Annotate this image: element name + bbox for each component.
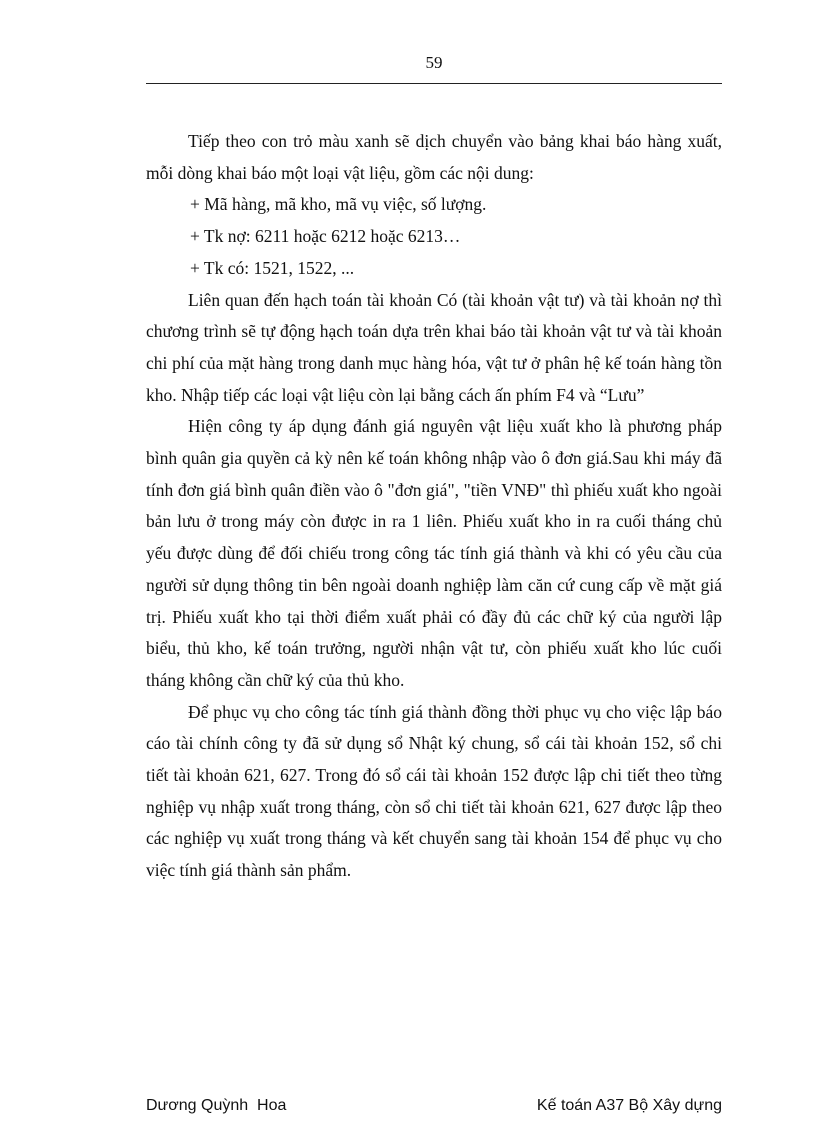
bullet-item-1: + Mã hàng, mã kho, mã vụ việc, số lượng. bbox=[190, 194, 487, 215]
header-rule bbox=[146, 83, 722, 84]
paragraph-4: Để phục vụ cho công tác tính giá thành đồng thời phục vụ cho việc lập báo cáo tài chính công ty đã sử dụng sổ Nhật ký chung, sổ cái tài khoản 152, sổ chi tiết tài khoản 621, 627. Trong đó sổ cái tài khoản 152 được lập chi tiết theo từng nghiệp vụ nhập xuất trong tháng, còn sổ chi tiết tài khoản 621, 627 được lập theo các nghiệp vụ xuất trong tháng và kết chuyển sang tài khoản 154 để phục vụ cho việc tính giá thành sản phẩm. bbox=[146, 701, 722, 881]
bullet-item-2: + Tk nợ: 6211 hoặc 6212 hoặc 6213… bbox=[190, 226, 461, 247]
document-body bbox=[146, 126, 722, 887]
bullet-item-3: + Tk có: 1521, 1522, ... bbox=[190, 257, 355, 278]
paragraph-3: Hiện công ty áp dụng đánh giá nguyên vật liệu xuất kho là phương pháp bình quân gia quyền cả kỳ nên kế toán không nhập vào ô đơn giá.Sau khi máy đã tính đơn giá bình quân điền vào ô "đơn giá", "tiền VNĐ" thì phiếu xuất kho ngoài bản lưu ở trong máy còn được in ra 1 liên. Phiếu xuất kho in ra cuối tháng chủ yếu được dùng để đối chiếu trong công tác tính giá thành và khi có yêu cầu của người sử dụng thông tin bên ngoài doanh nghiệp làm căn cứ cung cấp về mặt giá trị. Phiếu xuất kho tại thời điểm xuất phải có đầy đủ các chữ ký của người lập biểu, thủ kho, kế toán trưởng, người nhận vật tư, còn phiếu xuất kho lúc cuối tháng không cần chữ ký của thủ kho. bbox=[146, 416, 722, 690]
page-footer bbox=[146, 1097, 722, 1115]
footer-author: Dương Quỳnh Hoa bbox=[146, 1097, 287, 1114]
footer-class: Kế toán A37 Bộ Xây dựng bbox=[536, 1097, 722, 1114]
paragraph-1: Tiếp theo con trỏ màu xanh sẽ dịch chuyển vào bảng khai báo hàng xuất, mỗi dòng khai báo một loại vật liệu, gồm các nội dung: bbox=[146, 131, 722, 183]
page-number: 59 bbox=[425, 53, 443, 72]
paragraph-2: Liên quan đến hạch toán tài khoản Có (tài khoản vật tư) và tài khoản nợ thì chương trình sẽ tự động hạch toán dựa trên khai báo tài khoản vật tư và tài khoản chi phí của mặt hàng trong danh mục hàng hóa, vật tư ở phân hệ kế toán hàng tồn kho. Nhập tiếp các loại vật liệu còn lại bằng cách ấn phím F4 và “Lưu” bbox=[146, 289, 722, 405]
